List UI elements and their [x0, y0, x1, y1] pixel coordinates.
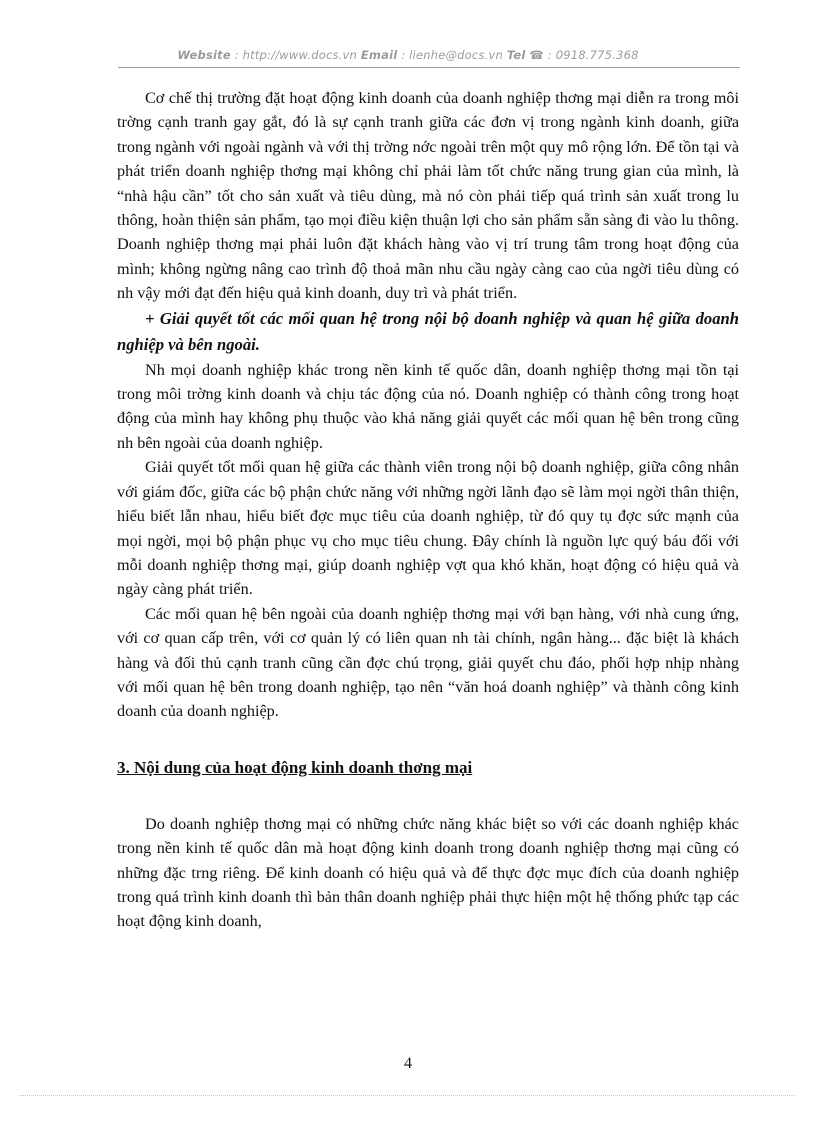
paragraph-3: Giải quyết tốt mối quan hệ giữa các thành viên trong nội bộ doanh nghiệp, giữa công nhân với giám đốc, giữa các bộ phận chức năng với những ngời lãnh đạo sẽ làm mọi ngời thân thiện, hiểu biết lẫn nhau, hiểu biết đợc mục tiêu của doanh nghiệp, từ đó quy tụ đợc sức mạnh của mọi ngời, mọi bộ phận phục vụ cho mục tiêu chung. Đây chính là nguồn lực quý báu đối với mỗi doanh nghiệp thơng mại, giúp doanh nghiệp vợt qua khó khăn, hoạt động có hiệu quả và ngày càng phát triển.: [117, 458, 739, 599]
email-label: Email: [360, 48, 398, 62]
header-divider: [118, 67, 740, 68]
footer-divider: [20, 1095, 796, 1096]
paragraph-2: Nh mọi doanh nghiệp khác trong nền kinh tế quốc dân, doanh nghiệp thơng mại tồn tại trong môi trờng kinh doanh và chịu tác động của nó. Doanh nghiệp có thành công trong hoạt động của mình hay không phụ thuộc vào khả năng giải quyết các mối quan hệ bên trong cũng nh bên ngoài của doanh nghiệp.: [117, 360, 739, 452]
tel-value: : 0918.775.368: [547, 48, 639, 62]
subheading: + Giải quyết tốt các mối quan hệ trong nội bộ doanh nghiệp và quan hệ giữa doanh nghiệp và bên ngoài.: [117, 308, 739, 354]
website-label: Website: [177, 48, 231, 62]
tel-label: Tel: [506, 48, 526, 62]
paragraph-5: Do doanh nghiệp thơng mại có những chức năng khác biệt so với các doanh nghiệp khác trong nền kinh tế quốc dân mà hoạt động kinh doanh trong doanh nghiệp thơng mại cũng có những đặc trng riêng. Để kinh doanh có hiệu quả và để thực đợc mục đích của doanh nghiệp trong quá trình kinh doanh thì bản thân doanh nghiệp phải thực hiện một hệ thống phức tạp các hoạt động kinh doanh,: [117, 814, 739, 931]
website-value[interactable]: : http://www.docs.vn: [234, 48, 358, 62]
page-header: [0, 48, 816, 62]
document-body: [117, 86, 739, 934]
section-title: 3. Nội dung của hoạt động kinh doanh thơng mại: [117, 757, 473, 777]
paragraph-4: Các mối quan hệ bên ngoài của doanh nghiệp thơng mại với bạn hàng, với nhà cung ứng, với cơ quan cấp trên, với cơ quản lý có liên quan nh tài chính, ngân hàng... đặc biệt là khách hàng và đối thủ cạnh tranh cũng cần đợc chú trọng, giải quyết chu đáo, phối hợp nhịp nhàng với mối quan hệ bên trong doanh nghiệp, tạo nên “văn hoá doanh nghiệp” và thành công kinh doanh của doanh nghiệp.: [117, 604, 739, 721]
paragraph-1: Cơ chế thị trường đặt hoạt động kinh doanh của doanh nghiệp thơng mại diễn ra trong môi trờng cạnh tranh gay gắt, đó là sự cạnh tranh giữa các đơn vị trong ngành kinh doanh, giữa trong ngành với ngoài ngành và với thị trờng nớc ngoài trên một quy mô rộng lớn. Để tồn tại và phát triển doanh nghiệp thơng mại không chỉ phải làm tốt chức năng trung gian của mình, là “nhà hậu cần” tốt cho sản xuất và tiêu dùng, mà nó còn phải tiếp quá trình sản xuất trong lu thông, hoàn thiện sản phẩm, tạo mọi điều kiện thuận lợi cho sản phẩm sẵn sàng đi vào lu thông. Doanh nghiệp thơng mại phải luôn đặt khách hàng vào vị trí trung tâm trong hoạt động của mình; không ngừng nâng cao trình độ thoả mãn nhu cầu ngày càng cao của ngời tiêu dùng có nh vậy mới đạt đến hiệu quả kinh doanh, duy trì và phát triển.: [117, 89, 739, 303]
email-value[interactable]: : lienhe@docs.vn: [401, 48, 503, 62]
phone-icon: ☎: [529, 48, 544, 62]
page-number: 4: [404, 1055, 412, 1072]
